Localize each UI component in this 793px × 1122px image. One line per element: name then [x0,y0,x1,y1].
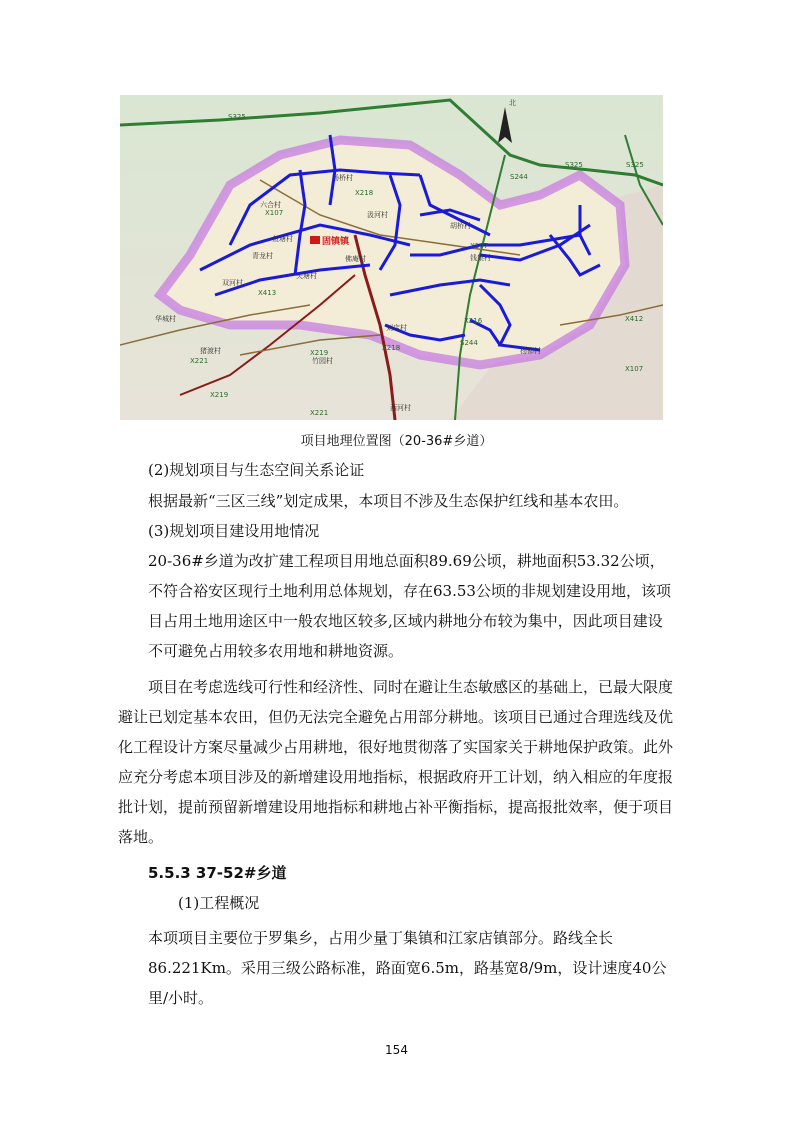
village-label: 青龙村 [252,252,273,260]
road-label: X219 [210,391,229,399]
road-label: S325 [626,161,644,169]
section-heading-37-52: 5.5.3 37-52#乡道 [148,864,287,882]
paragraph-overview: 本项项目主要位于罗集乡，占用少量丁集镇和江家店镇部分。路线全长86.221Km。采用三级公路标准，路面宽6.5m，路基宽8/9m，设计速度40公里/小时。 [148,929,667,1007]
road-label: X107 [625,365,644,373]
village-label: 杨柳村 [520,347,541,355]
village-label: 汲河村 [367,211,388,219]
village-label: 双河村 [222,279,243,287]
figure-caption: 项目地理位置图（20-36#乡道） [300,434,493,449]
village-label: 佛庵村 [345,255,366,263]
paragraph-ecology: 根据最新“三区三线”划定成果，本项目不涉及生态保护红线和基本农田。 [148,492,629,510]
town-label: 固镇镇 [322,237,350,247]
map-graphic [120,95,663,420]
town-marker [310,236,320,244]
page-number: 154 [385,1043,408,1057]
road-label: X221 [310,409,329,417]
village-label: 杨桥村 [332,174,353,182]
road-label: X218 [382,344,401,352]
village-label: 刘店村 [386,324,407,332]
road-label: X413 [258,289,277,297]
road-label: S325 [228,113,246,121]
project-location-map [120,95,663,420]
village-label: 猪渡村 [200,347,221,355]
road-label: X221 [190,357,209,365]
village-label: 钱集村 [470,254,491,262]
village-label: 竹园村 [312,357,333,365]
road-label: X216 [464,317,483,325]
road-label: X218 [355,189,374,197]
road-label: X219 [310,349,329,357]
subheading-overview: (1)工程概况 [178,894,260,912]
road-label: S244 [510,173,528,181]
village-label: 鱼塘村 [272,235,293,243]
village-label: 华城村 [155,315,176,323]
road-label: X412 [625,315,644,323]
compass-label: 北 [509,99,516,107]
road-label: X107 [470,242,489,250]
road-label: S325 [565,161,583,169]
subheading-ecology: (2)规划项目与生态空间关系论证 [148,461,365,479]
road-label: S244 [460,339,478,347]
village-label: 六合村 [260,201,281,209]
road-label: X107 [265,209,284,217]
village-label: 西河村 [390,404,411,412]
subheading-land-use: (3)规划项目建设用地情况 [148,522,320,540]
paragraph-farmland: 项目在考虑选线可行性和经济性、同时在避让生态敏感区的基础上，已最大限度避让已划定基本农田，但仍无法完全避免占用部分耕地。该项目已通过合理选线及优化工程设计方案尽量减少占用耕地，很好地贯彻落了实国家关于耕地保护政策。此外应充分考虑本项目涉及的新增建设用地指标，根据政府开工计划，纳入相应的年度报批计划，提前预留新增建设用地指标和耕地占补平衡指标，提高报批效率，便于项目落地。 [118,678,674,846]
village-label: 胡桥村 [450,222,471,230]
paragraph-land-use: 20-36#乡道为改扩建工程项目用地总面积89.69公顷，耕地面积53.32公顷，不符合裕安区现行土地利用总体规划，存在63.53公顷的非规划建设用地，该项目占用土地用途区中一般农地区较多,区域内耕地分布较为集中，因此项目建设不可避免占用较多农用地和耕地资源。 [148,552,671,660]
village-label: 关塘村 [296,272,317,280]
